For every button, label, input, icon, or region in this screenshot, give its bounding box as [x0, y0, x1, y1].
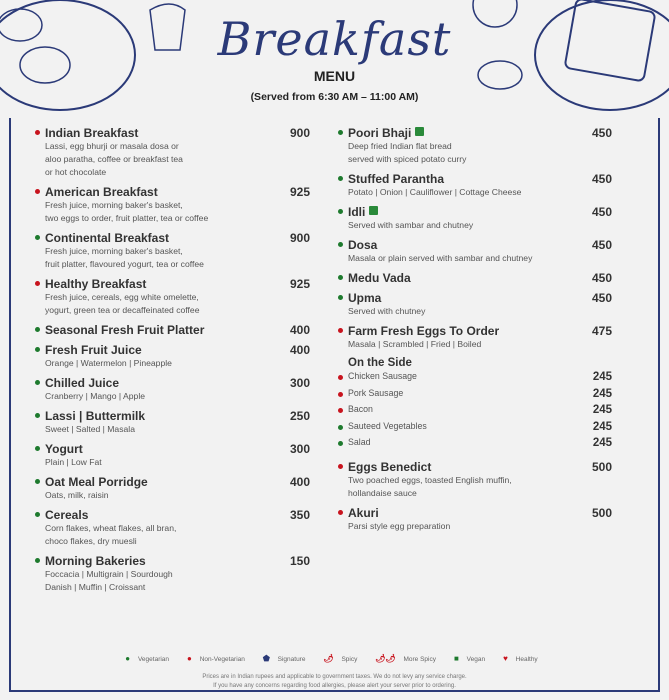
item-name: Fresh Fruit Juice [35, 343, 310, 357]
item-name: American Breakfast [35, 185, 310, 199]
menu-item [35, 508, 310, 548]
item-description: Two poached eggs, toasted English muffin, [348, 474, 512, 485]
menu-item [35, 376, 310, 403]
item-price: 245 [592, 420, 612, 433]
legend-item: ⬟ Signature [262, 654, 306, 663]
menu-item [338, 506, 612, 533]
healthy-icon: ♥ [503, 654, 508, 663]
item-name: Healthy Breakfast [35, 277, 310, 291]
menu-item [35, 277, 310, 317]
item-price: 245 [592, 371, 612, 383]
item-name: Lassi | Buttermilk [35, 409, 310, 423]
item-name: Stuffed Parantha [338, 172, 612, 186]
item-description: Orange | Watermelon | Pineapple [45, 358, 172, 368]
side-item: Chicken Sausage 245 [338, 371, 612, 388]
item-price: 925 [289, 185, 310, 199]
item-price: 245 [592, 437, 612, 449]
menu-item [35, 126, 310, 179]
nonveg-dot-icon: ● [187, 654, 192, 663]
menu-title: Breakfast [217, 12, 452, 66]
item-description: Fresh juice, cereals, egg white omelette, [45, 292, 199, 302]
item-name: Medu Vada [338, 271, 612, 285]
veg-dot-icon [35, 380, 40, 385]
item-description: fruit platter, flavoured yogurt, tea or coffee [45, 259, 204, 269]
item-description: Potato | Onion | Cauliflower | Cottage Cheese [348, 187, 522, 197]
item-description: Foccacia | Multigrain | Sourdough [45, 569, 173, 579]
item-description: Corn flakes, wheat flakes, all bran, [45, 523, 177, 533]
nonveg-dot-icon [35, 189, 40, 194]
item-name: Morning Bakeries [35, 554, 310, 568]
item-description: Masala | Scrambled | Fried | Boiled [348, 339, 482, 349]
item-description: Masala or plain served with sambar and chutney [348, 253, 533, 263]
veg-dot-icon [35, 235, 40, 240]
nonveg-dot-icon [35, 281, 40, 286]
item-price: 475 [591, 324, 612, 338]
item-description: or hot chocolate [45, 167, 107, 177]
menu-item [35, 409, 310, 436]
item-description: Parsi style egg preparation [348, 520, 451, 531]
note-prices: Prices are in Indian rupees and applicable to government taxes. We do not levy any service charge. [202, 674, 467, 680]
vegan-icon: ■ [453, 654, 459, 663]
right-column [338, 126, 612, 539]
menu-item [338, 271, 612, 285]
menu-item [35, 554, 310, 594]
veg-dot-icon [338, 130, 343, 135]
legend [0, 654, 669, 663]
veg-dot-icon [35, 347, 40, 352]
menu-item [338, 460, 612, 500]
item-description: Served with sambar and chutney [348, 220, 474, 230]
item-description: Plain | Low Fat [45, 457, 102, 467]
veg-dot-icon [35, 446, 40, 451]
veg-dot-icon: ● [125, 654, 131, 663]
note-allergies: If you have any concerns regarding food allergies, please alert your server prior to ordering. [213, 683, 456, 689]
item-price: 900 [289, 231, 310, 245]
item-price: 300 [289, 376, 310, 390]
item-name: Seasonal Fresh Fruit Platter [35, 323, 310, 337]
veg-dot-icon [338, 176, 343, 181]
veg-dot-icon [35, 327, 40, 332]
item-price: 450 [591, 126, 612, 140]
item-description: Cranberry | Mango | Apple [45, 391, 146, 401]
side-item: Salad 245 [338, 437, 612, 454]
nonveg-dot-icon [338, 392, 343, 397]
nonveg-dot-icon [338, 510, 343, 515]
menu-item [35, 475, 310, 502]
item-name: Upma [338, 291, 612, 305]
item-price: 250 [289, 409, 310, 423]
item-name: Yogurt [35, 442, 310, 456]
legend-item: ■ Vegan [453, 654, 486, 663]
item-price: 245 [592, 404, 612, 416]
item-name: Idli [338, 205, 612, 219]
item-description: yogurt, green tea or decaffeinated coffee [45, 305, 200, 315]
veg-dot-icon [35, 558, 40, 563]
item-description: Oats, milk, raisin [45, 490, 109, 500]
menu-item [338, 238, 612, 265]
item-price: 400 [289, 343, 310, 357]
vegan-icon [415, 127, 424, 136]
item-description: choco flakes, dry muesli [45, 536, 137, 546]
legend-item: 🌶🌶 More Spicy [375, 654, 436, 663]
item-description: Fresh juice, morning baker's basket, [45, 246, 183, 256]
veg-dot-icon [338, 242, 343, 247]
side-item: Bacon 245 [338, 404, 612, 421]
item-price: 450 [591, 291, 612, 305]
item-price: 925 [289, 277, 310, 291]
menu-item [338, 172, 612, 199]
legend-item: 🌶 Spicy [323, 654, 358, 663]
item-description: Danish | Muffin | Croissant [45, 582, 146, 592]
item-name: Continental Breakfast [35, 231, 310, 245]
item-name: Poori Bhaji [338, 126, 612, 140]
legend-item: ● Non-Vegetarian [187, 654, 245, 663]
menu-item [35, 323, 310, 337]
veg-dot-icon [35, 512, 40, 517]
item-description: Deep fried Indian flat bread [348, 141, 452, 151]
item-name: Cereals [35, 508, 310, 522]
item-price: 900 [289, 126, 310, 140]
item-description: two eggs to order, fruit platter, tea or coffee [45, 213, 209, 223]
item-price: 450 [591, 238, 612, 252]
item-description: Served with chutney [348, 306, 426, 316]
nonveg-dot-icon [338, 408, 343, 413]
nonveg-dot-icon [338, 375, 343, 380]
menu-item [35, 231, 310, 271]
item-name: Akuri [338, 506, 612, 520]
item-name: Indian Breakfast [35, 126, 310, 140]
legend-item: ● Vegetarian [125, 654, 170, 663]
more-spicy-icon: 🌶🌶 [375, 654, 396, 663]
item-description: hollandaise sauce [348, 487, 417, 498]
signature-icon: ⬟ [262, 654, 270, 663]
item-name: Dosa [338, 238, 612, 252]
veg-dot-icon [338, 275, 343, 280]
item-price: 300 [289, 442, 310, 456]
menu-item [35, 343, 310, 370]
veg-dot-icon [338, 295, 343, 300]
nonveg-dot-icon [338, 464, 343, 469]
serving-hours: (Served from 6:30 AM – 11:00 AM) [250, 91, 419, 103]
item-price: 450 [591, 172, 612, 186]
item-name: Oat Meal Porridge [35, 475, 310, 489]
item-description: Sweet | Salted | Masala [45, 424, 135, 434]
side-item: Pork Sausage 245 [338, 388, 612, 405]
nonveg-dot-icon [338, 328, 343, 333]
vegan-icon [369, 206, 378, 215]
item-price: 450 [591, 271, 612, 285]
veg-dot-icon [338, 425, 343, 430]
item-price: 500 [591, 459, 612, 474]
item-price: 150 [289, 554, 310, 568]
item-name: Farm Fresh Eggs To Order [338, 324, 612, 338]
legend-item: ♥ Healthy [503, 654, 538, 663]
veg-dot-icon [35, 413, 40, 418]
item-description: aloo paratha, coffee or breakfast tea [45, 154, 183, 164]
veg-dot-icon [35, 479, 40, 484]
item-price: 350 [289, 508, 310, 522]
item-name: Chilled Juice [35, 376, 310, 390]
item-price: 450 [591, 205, 612, 219]
item-description: served with spiced potato curry [348, 154, 467, 164]
side-item: Sauteed Vegetables 245 [338, 421, 612, 438]
nonveg-dot-icon [35, 130, 40, 135]
footer-notes [0, 673, 669, 691]
item-description: Fresh juice, morning baker's basket, [45, 200, 183, 210]
left-column [35, 126, 310, 600]
menu-item [338, 324, 612, 351]
veg-dot-icon [338, 209, 343, 214]
item-price: 245 [592, 387, 612, 400]
menu-item [338, 126, 612, 166]
item-description: Lassi, egg bhurji or masala dosa or [45, 141, 179, 151]
menu-item [338, 205, 612, 232]
spicy-icon: 🌶 [323, 654, 334, 663]
item-name: Eggs Benedict [338, 460, 612, 474]
item-price: 500 [591, 505, 612, 520]
menu-item [35, 442, 310, 469]
menu-subtitle: MENU [313, 68, 356, 84]
menu-item [338, 291, 612, 318]
veg-dot-icon [338, 441, 343, 446]
side-heading: On the Side [348, 357, 412, 369]
menu-item [35, 185, 310, 225]
item-price: 400 [289, 475, 310, 489]
item-price: 400 [289, 323, 310, 337]
